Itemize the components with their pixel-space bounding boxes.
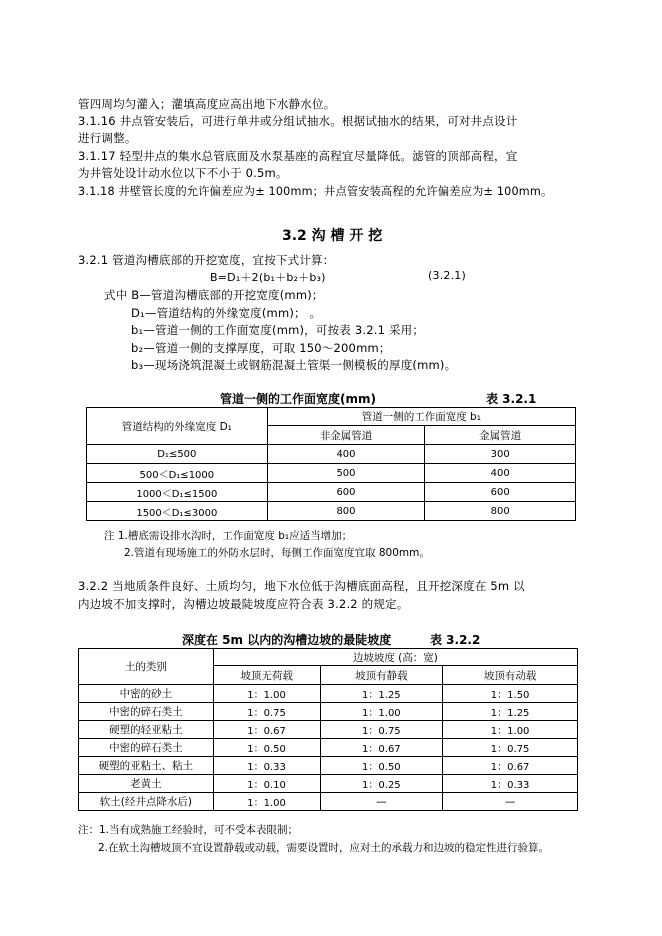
table-cell: 中密的碎石类土: [79, 739, 214, 757]
table-cell: 1：0.67: [213, 721, 320, 739]
table-cell: 中密的砂土: [79, 685, 214, 703]
table-cell: 1：0.67: [320, 739, 443, 757]
table-cell: 800: [267, 502, 425, 521]
table-cell: 600: [267, 483, 425, 502]
header-cell: 金属管道: [425, 426, 576, 445]
table-cell: 1：0.75: [443, 739, 578, 757]
table-cell: 1000＜D₁≤1500: [87, 483, 268, 502]
table-cell: 1500＜D₁≤3000: [87, 502, 268, 521]
table-cell: 硬塑的亚粘土、粘土: [79, 757, 214, 775]
table-caption: 深度在 5m 以内的沟槽边坡的最陡坡度: [182, 633, 392, 647]
header-cell: 边坡坡度 (高：宽): [213, 649, 577, 666]
table-cell: 1：0.33: [213, 757, 320, 775]
table-row: [79, 757, 578, 775]
header-cell: 管道一侧的工作面宽度 b₁: [267, 408, 575, 426]
header-cell: 坡顶有静载: [320, 666, 443, 685]
paragraph-line: 进行调整。: [78, 131, 137, 145]
definition-line: D₁—管道结构的外缘宽度(mm)； 。: [131, 306, 322, 320]
table-cell: 1：0.75: [320, 721, 443, 739]
table-row: [79, 775, 578, 793]
paragraph-line: 3.1.18 井壁管长度的允许偏差应为± 100mm；井点管安装高程的允许偏差应为± 100mm。: [78, 185, 553, 198]
definition-line: b₁—管道一侧的工作面宽度(mm)，可按表 3.2.1 采用；: [131, 323, 425, 337]
table-cell: 1：0.75: [213, 703, 320, 721]
header-cell: 管道结构的外缘宽度 D₁: [87, 408, 268, 445]
formula-number: (3.2.1): [428, 269, 466, 282]
table-cell: —: [320, 793, 443, 811]
table-row: [79, 721, 578, 739]
definition-line: b₃—现场浇筑混凝土或钢筋混凝土管渠一侧模板的厚度(mm)。: [131, 358, 457, 372]
header-cell: 土的类别: [79, 649, 214, 685]
table-cell: 600: [425, 483, 576, 502]
definition-line: 式中 B—管道沟槽底部的开挖宽度(mm)；: [104, 288, 324, 302]
table-caption: 管道一侧的工作面宽度(mm): [220, 392, 376, 406]
table-cell: 硬塑的轻亚粘土: [79, 721, 214, 739]
table-cell: 800: [425, 502, 576, 521]
paragraph-line: 3.1.17 轻型井点的集水总管底面及水泵基座的高程宜尽量降低。滤管的顶部高程，宜: [78, 149, 518, 163]
table-cell: D₁≤500: [87, 445, 268, 464]
table-cell: 1：0.50: [213, 739, 320, 757]
header-cell: 坡顶无荷载: [213, 666, 320, 685]
table-row: [79, 685, 578, 703]
table-row: [79, 703, 578, 721]
table-cell: 中密的碎石类土: [79, 703, 214, 721]
table-cell: 1：1.00: [213, 685, 320, 703]
table-cell: 300: [425, 445, 576, 464]
header-cell: 非金属管道: [267, 426, 425, 445]
table-note: 注 1.槽底需设排水沟时，工作面宽度 b₁应适当增加；: [104, 530, 353, 542]
table-row: [87, 483, 576, 502]
table-number: 表 3.2.1: [486, 392, 537, 406]
slope-table: [78, 648, 578, 811]
formula: B=D₁＋2(b₁＋b₂＋b₃): [210, 271, 326, 284]
table-cell: 1：1.00: [443, 721, 578, 739]
table-cell: 1：1.00: [320, 703, 443, 721]
clause-intro: 3.2.1 管道沟槽底部的开挖宽度，宜按下式计算：: [78, 253, 335, 267]
table-row: [79, 739, 578, 757]
table-cell: 老黄土: [79, 775, 214, 793]
table-cell: 1：0.67: [443, 757, 578, 775]
table-row: [87, 464, 576, 483]
table-cell: —: [443, 793, 578, 811]
table-cell: 500＜D₁≤1000: [87, 464, 268, 483]
table-cell: 1：1.50: [443, 685, 578, 703]
table-row: [87, 502, 576, 521]
table-cell: 1：1.25: [443, 703, 578, 721]
table-note: 2.管道有现场施工的外防水层时，每侧工作面宽度宜取 800mm。: [124, 547, 430, 559]
table-cell: 软土(经井点降水后): [79, 793, 214, 811]
table-row: [79, 793, 578, 811]
table-cell: 1：0.10: [213, 775, 320, 793]
table-number: 表 3.2.2: [430, 633, 481, 647]
table-cell: 1：1.25: [320, 685, 443, 703]
table-cell: 1：0.25: [320, 775, 443, 793]
table-note: 2.在软土沟槽坡顶不宜设置静载或动载，需要设置时，应对土的承载力和边坡的稳定性进行验算。: [98, 842, 550, 854]
table-cell: 1：1.00: [213, 793, 320, 811]
table-cell: 400: [267, 445, 425, 464]
table-note: 注：1.当有成熟施工经验时，可不受本表限制；: [78, 824, 299, 836]
section-title: 3.2 沟 槽 开 挖: [282, 228, 383, 244]
paragraph-line: 管四周均匀灌入；灌填高度应高出地下水静水位。: [78, 97, 336, 111]
work-width-table: [86, 407, 576, 521]
header-cell: 坡顶有动载: [443, 666, 578, 685]
paragraph-line: 3.1.16 井点管安装后，可进行单井或分组试抽水。根据试抽水的结果，可对井点设计: [78, 114, 518, 128]
table-cell: 400: [425, 464, 576, 483]
definition-line: b₂—管道一侧的支撑厚度，可取 150～200mm；: [131, 341, 391, 355]
table-cell: 1：0.50: [320, 757, 443, 775]
table-cell: 1：0.33: [443, 775, 578, 793]
paragraph-line: 内边坡不加支撑时，沟槽边坡最陡坡度应符合表 3.2.2 的规定。: [78, 597, 409, 611]
paragraph-line: 为井管处设计动水位以下不小于 0.5m。: [78, 166, 288, 180]
paragraph-line: 3.2.2 当地质条件良好、土质均匀，地下水位低于沟槽底面高程，且开挖深度在 5m 以: [78, 579, 525, 593]
table-cell: 500: [267, 464, 425, 483]
table-row: [87, 445, 576, 464]
